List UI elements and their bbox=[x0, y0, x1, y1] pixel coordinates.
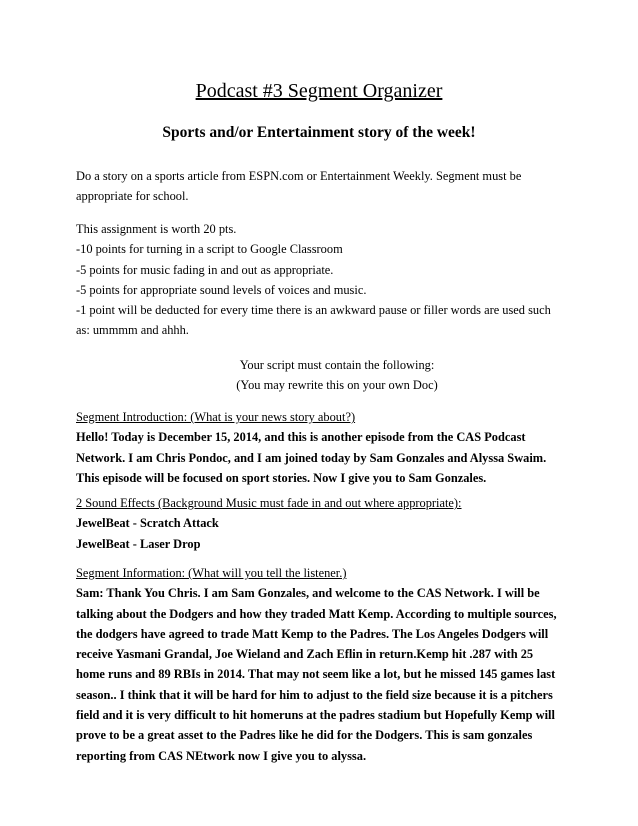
page-title: Podcast #3 Segment Organizer bbox=[195, 80, 443, 102]
segment-info-heading: Segment Information: (What will you tell the listener.) bbox=[76, 566, 347, 580]
segment-info-line: talking about the Dodgers and how they traded Matt Kemp. According to multiple sources, bbox=[76, 606, 557, 621]
points-line: as: ummmm and ahhh. bbox=[76, 323, 189, 338]
script-note bbox=[0, 355, 638, 396]
points-paragraph bbox=[76, 219, 576, 341]
segment-info-line: field and it is very difficult to hit homeruns at the padres stadium but Hopefully Kemp will bbox=[76, 708, 555, 723]
points-line: This assignment is worth 20 pts. bbox=[76, 222, 237, 236]
segment-info-line: receive Yasmani Grandal, Joe Wieland and Zach Eflin in return.Kemp hit .287 with 25 bbox=[76, 647, 534, 662]
sound-effect-item: JewelBeat - Scratch Attack bbox=[76, 516, 219, 531]
segment-info-line: reporting from CAS NEtwork now I give you to alyssa. bbox=[76, 748, 367, 763]
segment-introduction bbox=[76, 407, 576, 488]
segment-intro-line: Network. I am Chris Pondoc, and I am joined today by Sam Gonzales and Alyssa Swaim. bbox=[76, 450, 547, 465]
points-line: -10 points for turning in a script to Google Classroom bbox=[76, 242, 343, 257]
intro-line: appropriate for school. bbox=[76, 189, 189, 204]
segment-info-line: prove to be a great asset to the Padres like he did for the Dodgers. This is sam gonzales bbox=[76, 728, 533, 743]
segment-information bbox=[76, 563, 576, 766]
sound-effects-section bbox=[76, 493, 576, 554]
segment-info-line: season.. I think that it will be hard for him to adjust to the field size because it is a pitchers bbox=[76, 687, 553, 702]
sound-effects-heading: 2 Sound Effects (Background Music must fade in and out where appropriate): bbox=[76, 496, 462, 510]
intro-line: Do a story on a sports article from ESPN.com or Entertainment Weekly. Segment must be bbox=[76, 169, 522, 183]
intro-paragraph bbox=[76, 166, 576, 207]
segment-info-line: home runs and 89 RBIs in 2014. That may not seem like a lot, but he missed 145 games last bbox=[76, 667, 556, 682]
segment-info-line: the dodgers have agreed to trade Matt Kemp to the Padres. The Los Angeles Dodgers will bbox=[76, 626, 549, 641]
segment-intro-line: This episode will be focused on sport stories. Now I give you to Sam Gonzales. bbox=[76, 470, 487, 485]
page-subtitle: Sports and/or Entertainment story of the week! bbox=[162, 124, 476, 141]
script-note-line: Your script must contain the following: bbox=[239, 358, 435, 372]
points-line: -5 points for appropriate sound levels of voices and music. bbox=[76, 282, 367, 297]
segment-intro-line: Hello! Today is December 15, 2014, and this is another episode from the CAS Podcast bbox=[76, 430, 526, 445]
sound-effect-item: JewelBeat - Laser Drop bbox=[76, 536, 201, 551]
points-line: -1 point will be deducted for every time there is an awkward pause or filler words are used such bbox=[76, 303, 551, 318]
points-line: -5 points for music fading in and out as appropriate. bbox=[76, 262, 334, 277]
segment-intro-heading: Segment Introduction: (What is your news story about?) bbox=[76, 410, 356, 424]
segment-info-line: Sam: Thank You Chris. I am Sam Gonzales, and welcome to the CAS Network. I will be bbox=[76, 586, 540, 601]
script-note-line: (You may rewrite this on your own Doc) bbox=[236, 378, 438, 393]
